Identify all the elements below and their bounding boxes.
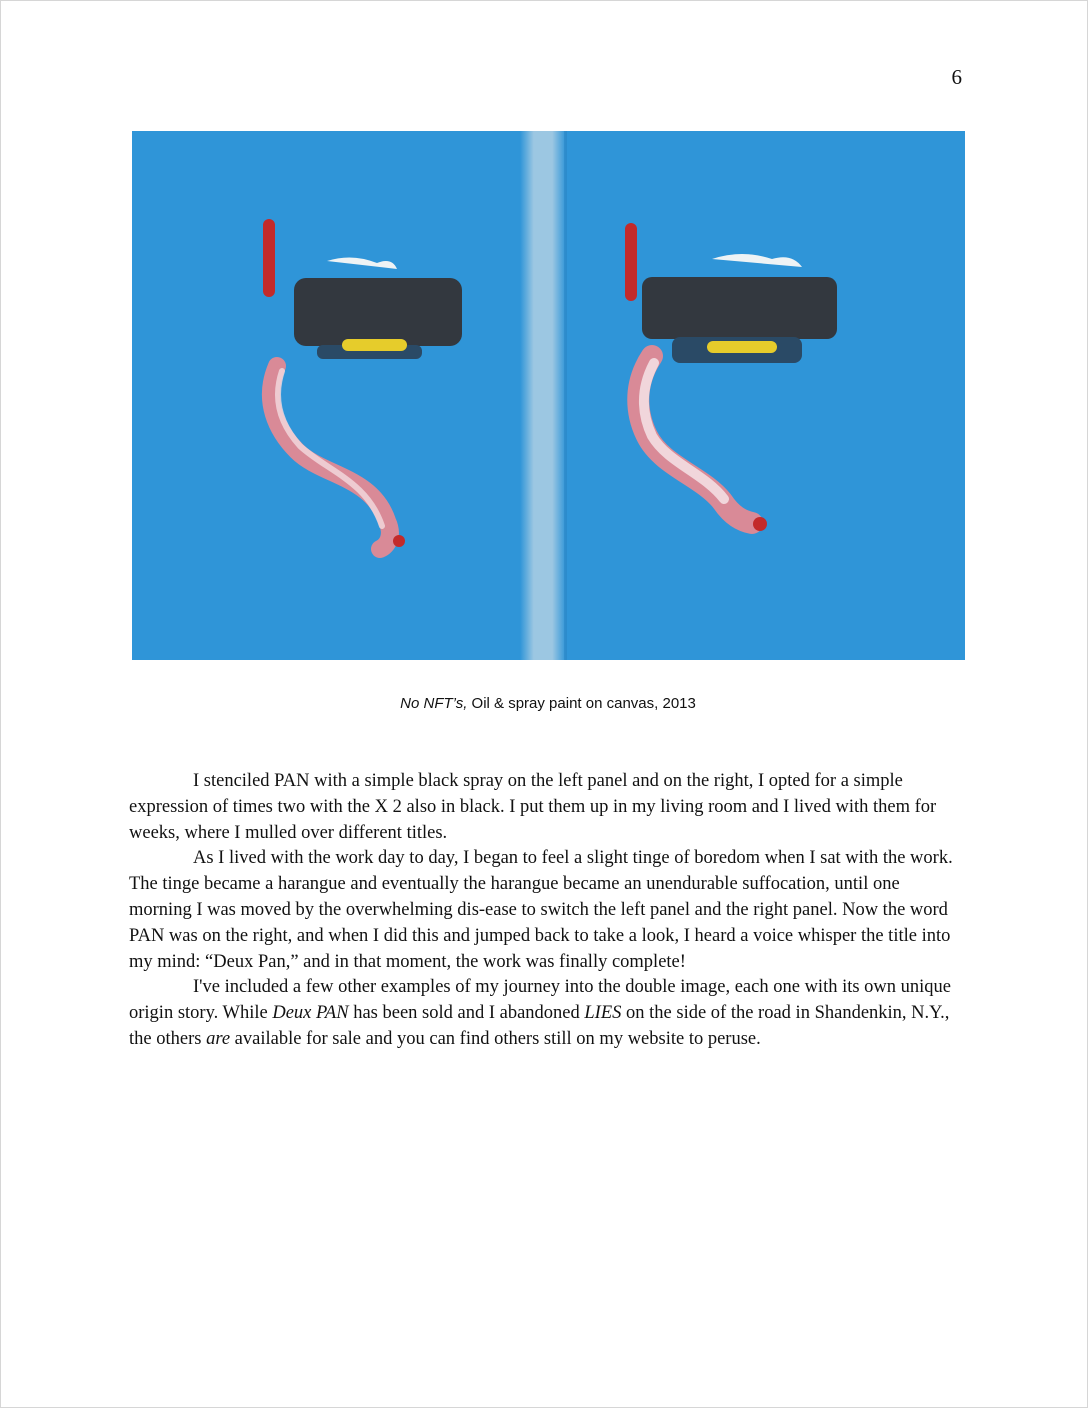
right-yellow-mark: [707, 341, 777, 353]
paragraph-1: I stenciled PAN with a simple black spray on the left panel and on the right, I opted for a simple expression of times two with the X 2 also in black. I put them up in my living room and I lived with them for weeks, where I mulled over different titles.: [129, 771, 937, 843]
caption-title: No NFT’s,: [400, 695, 468, 712]
paragraph-2: As I lived with the work day to day, I began to feel a slight tinge of boredom when I sat with the work. The tinge became a harangue and eventually the harangue became an unendurable suffocation, until one morning I was moved by the overwhelming dis-ease to switch the left panel and the right panel. Now the word PAN was on the right, and when I did this and jumped back to take a look, I heard a voice whisper the title into my mind: “Deux Pan,” and in that moment, the work was finally complete!: [129, 848, 953, 972]
left-yellow-mark: [342, 339, 407, 351]
p3-part3: on the side of the road in Shandenkin, N.Y., the others: [129, 1003, 950, 1049]
artwork-image: [132, 131, 965, 660]
left-red-tip: [393, 535, 405, 547]
p3-title-deux-pan: Deux PAN: [272, 1003, 349, 1024]
panel-gap: [564, 131, 567, 660]
page-number: 6: [951, 65, 962, 89]
paragraph-3: [129, 975, 965, 1052]
right-dark-block: [642, 277, 837, 339]
p3-part2: has been sold and I abandoned: [348, 1003, 585, 1024]
p3-title-lies: LIES: [584, 1003, 622, 1024]
p3-part1: I've included a few other examples of my journey into the double image, each one with its own unique origin story. While: [129, 977, 952, 1024]
left-red-mark: [263, 219, 275, 297]
figure-caption: [131, 695, 965, 712]
panel-divider: [520, 131, 566, 660]
p3-emphasis: are: [206, 1028, 231, 1049]
body-text: [129, 769, 965, 1053]
right-red-mark: [625, 223, 637, 301]
p3-part4: available for sale and you can find others still on my website to peruse.: [230, 1028, 761, 1049]
caption-details: Oil & spray paint on canvas, 2013: [467, 695, 696, 712]
right-red-tip: [753, 517, 767, 531]
left-dark-block: [294, 278, 462, 346]
